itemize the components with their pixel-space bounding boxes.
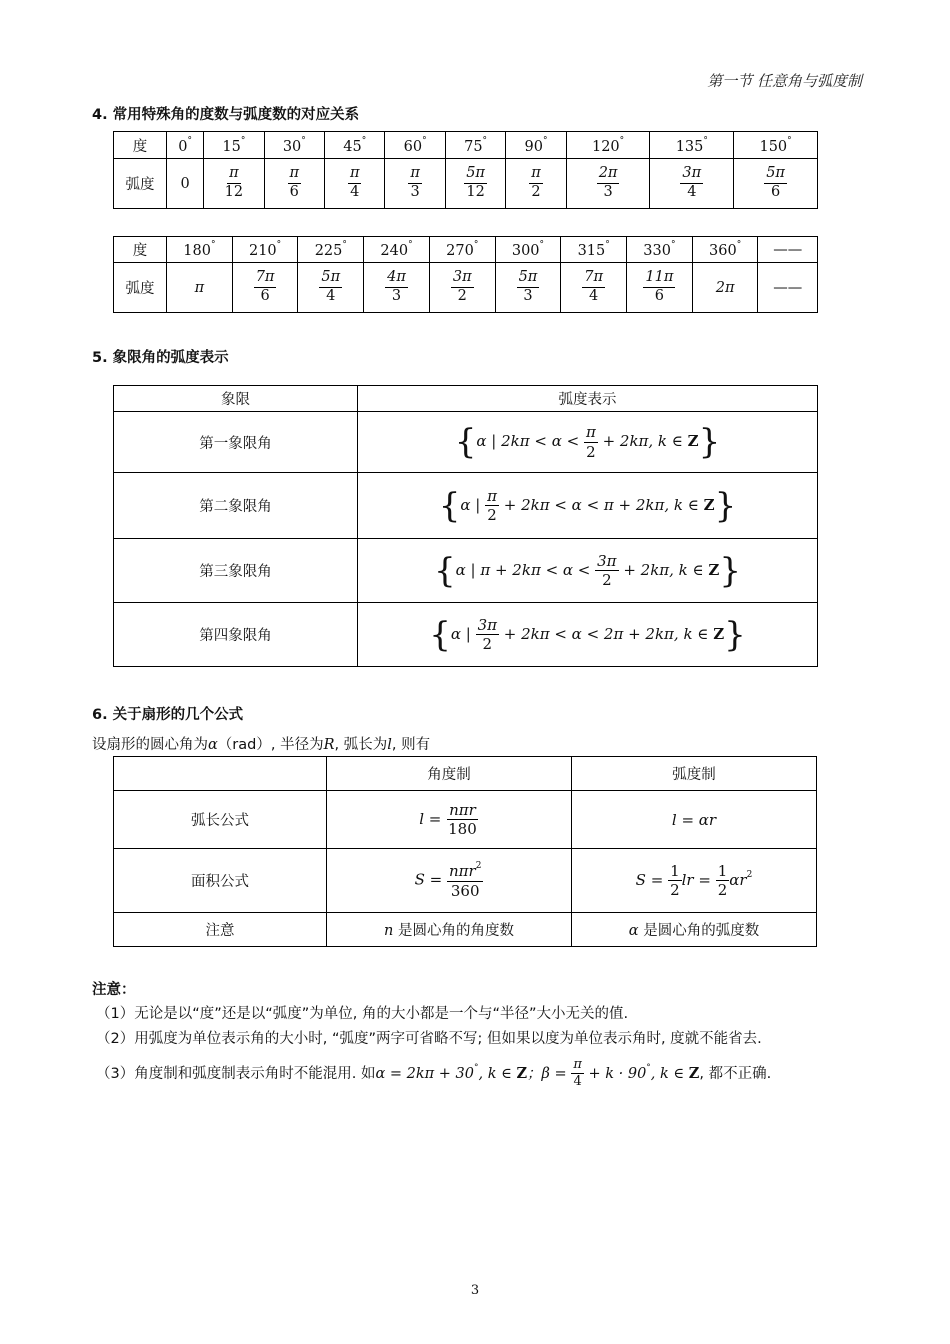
note-1: （1）无论是以“度”还是以“弧度”为单位, 角的大小都是一个与“半径”大小无关的值. [96, 1006, 629, 1022]
right-brace-icon: } [714, 485, 737, 526]
section-5-title: 5. 象限角的弧度表示 [92, 350, 229, 366]
dash-cell: —— [758, 263, 818, 313]
col-radian-system: 弧度制 [572, 757, 817, 791]
angle-table-1 [113, 131, 818, 209]
degree-cell: 15° [204, 132, 264, 159]
degree-label: 度 [114, 237, 167, 263]
radian-cell: $\frac{\pi}{2}$ [506, 159, 566, 209]
notes-title: 注意： [92, 982, 136, 998]
degree-cell: 75° [445, 132, 505, 159]
sector-intro: 设扇形的圆心角为α（rad）, 半径为R, 弧长为l, 则有 [92, 737, 431, 753]
degree-cell: 225° [298, 237, 364, 263]
col-degree-system: 角度制 [327, 757, 572, 791]
quadrant-expr [358, 412, 818, 473]
radian-cell: $\frac{\pi}{3}$ [385, 159, 445, 209]
page-number: 3 [470, 1283, 480, 1298]
left-brace-icon: { [438, 485, 461, 526]
col-radian-expr: 弧度表示 [358, 386, 818, 412]
expr-post: + 2kπ < α < 2π + 2kπ, k ∈ [498, 624, 714, 643]
degree-cell: 150° [734, 132, 818, 159]
degree-cell: 300° [495, 237, 561, 263]
quadrant-name: 第四象限角 [114, 603, 358, 667]
expr-pre: α | π + 2kπ < α < [455, 560, 596, 579]
area-degree-formula: S = $\frac{n\pi r^2}{360}$ [327, 849, 572, 913]
radian-cell: $\frac{5\pi}{6}$ [734, 159, 818, 209]
degree-cell: 315° [561, 237, 627, 263]
quadrant-expr [358, 473, 818, 539]
section-4-title: 4. 常用特殊角的度数与弧度数的对应关系 [92, 107, 360, 123]
angle-table-2 [113, 236, 818, 313]
degree-cell: 360° [692, 237, 758, 263]
left-brace-icon: { [454, 422, 477, 462]
degree-cell: 120° [566, 132, 650, 159]
radian-note: α 是圆心角的弧度数 [572, 913, 817, 947]
expr-pre: α | [450, 624, 476, 643]
arc-length-radian-formula: l = αr [572, 791, 817, 849]
radian-cell: $\frac{\pi}{12}$ [204, 159, 264, 209]
radian-cell: 2π [692, 263, 758, 313]
area-label: 面积公式 [114, 849, 327, 913]
degree-cell: 30° [264, 132, 324, 159]
radian-cell: $\frac{3\pi}{2}$ [429, 263, 495, 313]
degree-cell: 270° [429, 237, 495, 263]
degree-cell: 60° [385, 132, 445, 159]
empty-cell [114, 757, 327, 791]
degree-cell: 180° [167, 237, 233, 263]
radian-cell: $\frac{\pi}{6}$ [264, 159, 324, 209]
set-symbol: Z [687, 432, 699, 450]
radian-cell: 0 [167, 159, 204, 209]
set-symbol: Z [708, 560, 720, 579]
fraction: $\frac{3\pi}{2}$ [477, 615, 497, 653]
quadrant-name: 第一象限角 [114, 412, 358, 473]
quadrant-expr [358, 539, 818, 603]
arc-length-degree-formula: l = $\frac{\text{nπr}}{180}$ [327, 791, 572, 849]
radian-cell: $\frac{3\pi}{4}$ [650, 159, 734, 209]
radian-cell: $\frac{5\pi}{3}$ [495, 263, 561, 313]
degree-cell: 135° [650, 132, 734, 159]
arc-length-label: 弧长公式 [114, 791, 327, 849]
dash-cell: —— [758, 237, 818, 263]
radian-label: 弧度 [114, 263, 167, 313]
radian-cell: $\frac{\pi}{4}$ [325, 159, 385, 209]
radian-cell: $\frac{5\pi}{4}$ [298, 263, 364, 313]
radian-cell: π [167, 263, 233, 313]
degree-cell: 90° [506, 132, 566, 159]
expr-post: + 2kπ < α < π + 2kπ, k ∈ [498, 495, 704, 514]
set-symbol: Z [713, 624, 725, 643]
fraction: $\frac{\pi}{2}$ [487, 486, 497, 524]
radian-cell: $\frac{5\pi}{12}$ [445, 159, 505, 209]
quadrant-name: 第二象限角 [114, 473, 358, 539]
section-6-title: 6. 关于扇形的几个公式 [92, 707, 244, 723]
right-brace-icon: } [698, 422, 721, 462]
area-radian-formula: S = $\frac{1}{2}$ lr = $\frac{1}{2}$ $\alpha r^2$ [572, 849, 817, 913]
degree-cell: 240° [364, 237, 430, 263]
fraction: $\frac{3\pi}{2}$ [597, 551, 617, 589]
right-brace-icon: } [724, 614, 746, 655]
note-2: （2）用弧度为单位表示角的大小时, “弧度”两字可省略不写; 但如果以度为单位表示角时, 度就不能省去. [96, 1031, 762, 1047]
expr-post: + 2kπ, k ∈ [597, 432, 688, 450]
sector-formula-table [113, 756, 817, 947]
degree-cell: 0° [167, 132, 204, 159]
expr-pre: α | [460, 495, 486, 514]
quadrant-table [113, 385, 818, 667]
note-3: （3）角度制和弧度制表示角时不能混用. 如α = 2kπ + 30°, k ∈ Z；β = $\frac{\pi}{4}$ + k · 90°, k ∈ Z, 都不正确. [96, 1057, 772, 1090]
note-label: 注意 [114, 913, 327, 947]
degree-cell: 210° [232, 237, 298, 263]
radian-cell: $\frac{4\pi}{3}$ [364, 263, 430, 313]
page-header: 第一节 任意角与弧度制 [707, 72, 862, 90]
left-brace-icon: { [429, 614, 451, 655]
degree-note: n 是圆心角的角度数 [327, 913, 572, 947]
set-symbol: Z [703, 495, 715, 514]
col-quadrant: 象限 [114, 386, 358, 412]
radian-cell: $\frac{7\pi}{4}$ [561, 263, 627, 313]
fraction: $\frac{\pi}{2}$ [585, 423, 596, 461]
degree-cell: 45° [325, 132, 385, 159]
expr-pre: α | 2kπ < α < [476, 432, 584, 450]
radian-cell: $\frac{11\pi}{6}$ [627, 263, 693, 313]
quadrant-name: 第三象限角 [114, 539, 358, 603]
degree-label: 度 [114, 132, 167, 159]
radian-label: 弧度 [114, 159, 167, 209]
quadrant-expr [358, 603, 818, 667]
left-brace-icon: { [433, 550, 456, 591]
expr-post: + 2kπ, k ∈ [618, 560, 709, 579]
radian-cell: $\frac{7\pi}{6}$ [232, 263, 298, 313]
right-brace-icon: } [719, 550, 742, 591]
degree-cell: 330° [627, 237, 693, 263]
radian-cell: $\frac{2\pi}{3}$ [566, 159, 650, 209]
